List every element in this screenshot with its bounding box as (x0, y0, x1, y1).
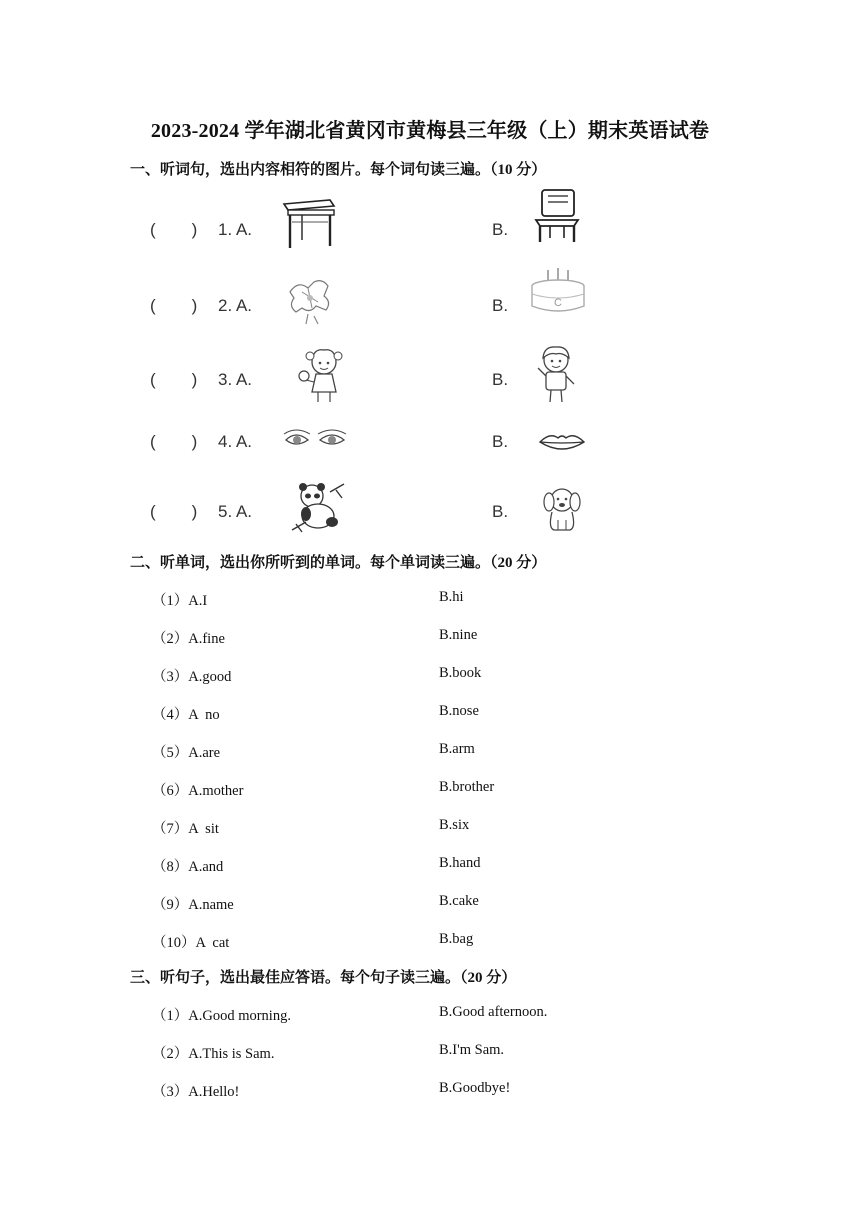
option-a-label: 5. A. (218, 502, 253, 521)
answer-blank[interactable]: ( ) (150, 502, 198, 521)
gift-picture (284, 278, 340, 328)
option-a[interactable]: （9）A.name (152, 897, 234, 913)
option-b[interactable]: B.nine (439, 627, 478, 643)
option-b-label: B. (492, 502, 509, 521)
option-b[interactable]: B.hi (439, 589, 464, 605)
option-b[interactable]: B.hand (439, 855, 481, 871)
option-b[interactable]: B.Goodbye! (439, 1080, 511, 1096)
chair-picture (532, 188, 584, 244)
option-a[interactable]: （10）A cat (152, 935, 230, 951)
option-a[interactable]: （4）A no (152, 707, 220, 723)
option-a[interactable]: （1）A.I (152, 593, 208, 609)
option-b[interactable]: B.nose (439, 703, 479, 719)
option-b[interactable]: B.brother (439, 779, 495, 795)
option-a[interactable]: （2）A.This is Sam. (152, 1046, 275, 1062)
option-a[interactable]: （6）A.mother (152, 783, 244, 799)
desk-picture (280, 196, 336, 252)
panda-picture (290, 482, 350, 534)
option-b-label: B. (492, 370, 509, 389)
section2-heading: 二、听单词，选出你所听到的单词。每个单词读三遍。（20 分） (130, 555, 547, 571)
picture-question-5 (0, 484, 860, 544)
birthday-cake-picture (526, 266, 590, 320)
answer-blank[interactable]: ( ) (150, 370, 198, 389)
option-b-label: B. (492, 432, 509, 451)
option-a-label: 2. A. (218, 296, 253, 315)
dog-picture (538, 484, 586, 534)
exam-title: 2023-2024 学年湖北省黄冈市黄梅县三年级（上）期末英语试卷 (150, 120, 710, 142)
option-b[interactable]: B.cake (439, 893, 479, 909)
option-b[interactable]: B.book (439, 665, 482, 681)
option-a[interactable]: （2）A.fine (152, 631, 225, 647)
picture-question-3 (0, 350, 860, 410)
eyes-picture (282, 426, 348, 454)
option-a-label: 4. A. (218, 432, 253, 451)
answer-blank[interactable]: ( ) (150, 296, 198, 315)
option-b[interactable]: B.I'm Sam. (439, 1042, 505, 1058)
option-b[interactable]: B.arm (439, 741, 475, 757)
answer-blank[interactable]: ( ) (150, 220, 198, 239)
girl-picture (298, 346, 348, 404)
option-a[interactable]: （3）A.Hello! (152, 1084, 240, 1100)
answer-blank[interactable]: ( ) (150, 432, 198, 451)
section1-heading: 一、听词句，选出内容相符的图片。每个词句读三遍。（10 分） (130, 162, 547, 178)
picture-question-1 (0, 200, 860, 260)
section3-heading: 三、听句子，选出最佳应答语。每个句子读三遍。（20 分） (130, 970, 517, 986)
option-a[interactable]: （3）A.good (152, 669, 232, 685)
option-a[interactable]: （8）A.and (152, 859, 224, 875)
option-a[interactable]: （1）A.Good morning. (152, 1008, 291, 1024)
picture-question-2 (0, 276, 860, 336)
option-a-label: 3. A. (218, 370, 253, 389)
option-a[interactable]: （7）A sit (152, 821, 219, 837)
option-b[interactable]: B.bag (439, 931, 474, 947)
option-b[interactable]: B.Good afternoon. (439, 1004, 548, 1020)
cake-letter: C (554, 297, 562, 309)
option-a-label: 1. A. (218, 220, 253, 239)
option-b-label: B. (492, 220, 509, 239)
option-a[interactable]: （5）A.are (152, 745, 221, 761)
option-b-label: B. (492, 296, 509, 315)
option-b[interactable]: B.six (439, 817, 470, 833)
mouth-picture (538, 430, 586, 454)
boy-picture (530, 344, 582, 406)
picture-question-4 (0, 420, 860, 480)
